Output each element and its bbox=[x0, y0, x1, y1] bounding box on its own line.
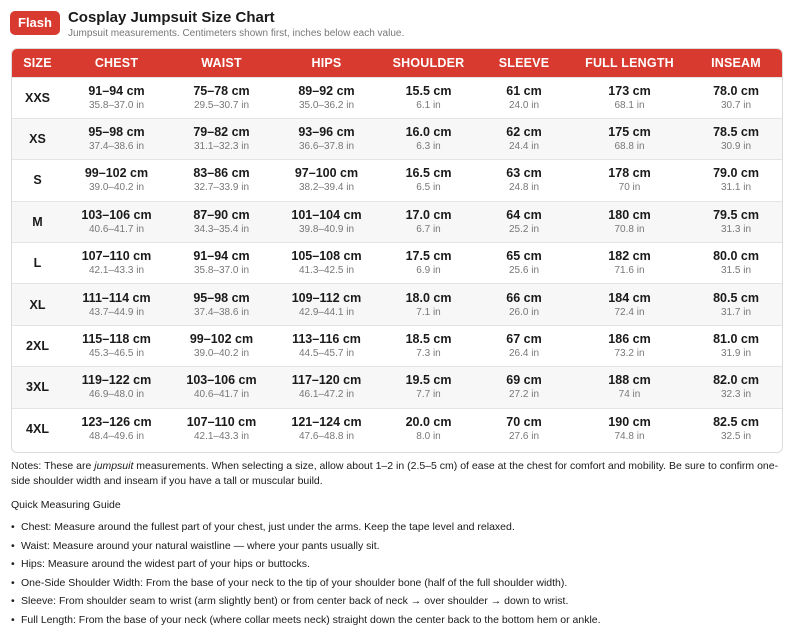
cm-value: 113–116 cm bbox=[292, 332, 361, 347]
measurement-cell bbox=[477, 367, 571, 408]
measurement-cell bbox=[380, 367, 477, 408]
inch-value: 26.0 in bbox=[508, 306, 540, 318]
guide-item-text: Hips: Measure around the widest part of your hips or buttocks. bbox=[21, 558, 310, 571]
measurement-cell bbox=[688, 201, 783, 242]
inch-value: 74 in bbox=[618, 389, 641, 401]
table-header-row bbox=[12, 49, 783, 77]
measurement-cell bbox=[63, 160, 170, 201]
measurement-cell bbox=[380, 284, 477, 325]
cm-value: 103–106 cm bbox=[186, 373, 257, 388]
cm-value: 15.5 cm bbox=[405, 83, 452, 98]
cm-value: 66 cm bbox=[506, 290, 542, 305]
measurement-cell bbox=[170, 160, 273, 201]
table-row bbox=[12, 243, 783, 284]
cm-value: 87–90 cm bbox=[193, 207, 250, 222]
notes-prefix: Notes: These are bbox=[11, 460, 95, 472]
measurement-cell bbox=[63, 118, 170, 159]
inch-value: 40.6–41.7 in bbox=[193, 389, 250, 401]
inch-value: 24.8 in bbox=[508, 182, 540, 194]
measurement-cell bbox=[63, 77, 170, 118]
column-header: CHEST bbox=[63, 49, 170, 77]
measurement-cell bbox=[477, 325, 571, 366]
title-block bbox=[68, 9, 404, 40]
cm-value: 103–106 cm bbox=[81, 207, 152, 222]
cm-value: 190 cm bbox=[608, 415, 651, 430]
size-label: XS bbox=[29, 132, 46, 147]
measurement-cell bbox=[63, 408, 170, 449]
inch-value: 31.3 in bbox=[720, 223, 752, 235]
inch-value: 7.1 in bbox=[416, 306, 441, 318]
inch-value: 31.5 in bbox=[720, 265, 752, 277]
cm-value: 117–120 cm bbox=[291, 373, 362, 388]
inch-value: 68.8 in bbox=[614, 141, 645, 153]
inch-value: 45.3–46.5 in bbox=[88, 348, 145, 360]
cm-value: 19.5 cm bbox=[405, 373, 452, 388]
guide-item bbox=[11, 518, 783, 537]
measurement-cell bbox=[380, 201, 477, 242]
inch-value: 31.9 in bbox=[720, 348, 752, 360]
cm-value: 75–78 cm bbox=[193, 83, 250, 98]
table-row bbox=[12, 77, 783, 118]
bullet-icon: • bbox=[11, 539, 15, 552]
table-row bbox=[12, 408, 783, 449]
measurement-cell bbox=[688, 408, 783, 449]
cm-value: 89–92 cm bbox=[298, 83, 355, 98]
measurement-cell bbox=[380, 325, 477, 366]
cm-value: 65 cm bbox=[506, 249, 542, 264]
measurement-cell bbox=[273, 325, 380, 366]
cm-value: 20.0 cm bbox=[405, 415, 452, 430]
cm-value: 67 cm bbox=[506, 332, 542, 347]
inch-value: 26.4 in bbox=[508, 348, 540, 360]
cm-value: 62 cm bbox=[506, 125, 542, 140]
inch-value: 6.5 in bbox=[416, 182, 441, 194]
inch-value: 34.3–35.4 in bbox=[193, 223, 250, 235]
column-header: SLEEVE bbox=[477, 49, 571, 77]
measurement-cell bbox=[63, 201, 170, 242]
cm-value: 80.0 cm bbox=[713, 249, 759, 264]
inch-value: 39.8–40.9 in bbox=[298, 223, 355, 235]
column-header: HIPS bbox=[273, 49, 380, 77]
measurement-cell bbox=[688, 325, 783, 366]
measurement-cell bbox=[170, 201, 273, 242]
measurement-cell bbox=[273, 77, 380, 118]
measurement-cell bbox=[477, 201, 571, 242]
table-row bbox=[12, 118, 783, 159]
inch-value: 27.2 in bbox=[508, 389, 540, 401]
inch-value: 68.1 in bbox=[614, 99, 645, 111]
inch-value: 32.3 in bbox=[720, 389, 752, 401]
cm-value: 107–110 cm bbox=[81, 249, 152, 264]
size-label: XXS bbox=[24, 90, 50, 105]
size-chart-table-container bbox=[11, 48, 783, 453]
cm-value: 99–102 cm bbox=[84, 166, 149, 181]
cm-value: 18.0 cm bbox=[405, 290, 452, 305]
table-row bbox=[12, 325, 783, 366]
cm-value: 109–112 cm bbox=[291, 290, 362, 305]
inch-value: 6.9 in bbox=[416, 265, 441, 277]
column-header: SIZE bbox=[12, 49, 63, 77]
measurement-cell bbox=[477, 77, 571, 118]
inch-value: 35.8–37.0 in bbox=[88, 99, 145, 111]
measurement-cell bbox=[571, 284, 688, 325]
guide-item bbox=[11, 555, 783, 574]
inch-value: 46.9–48.0 in bbox=[88, 389, 145, 401]
cm-value: 63 cm bbox=[506, 166, 542, 181]
cm-value: 111–114 cm bbox=[82, 290, 151, 305]
measurement-cell bbox=[273, 118, 380, 159]
cm-value: 97–100 cm bbox=[294, 166, 359, 181]
size-label: L bbox=[33, 256, 42, 271]
size-label: M bbox=[32, 214, 43, 229]
inch-value: 44.5–45.7 in bbox=[298, 348, 355, 360]
cm-value: 93–96 cm bbox=[298, 125, 355, 140]
inch-value: 35.0–36.2 in bbox=[298, 99, 355, 111]
measurement-cell bbox=[571, 160, 688, 201]
size-label: 4XL bbox=[26, 422, 49, 437]
measurement-cell bbox=[170, 284, 273, 325]
measurement-cell bbox=[273, 367, 380, 408]
size-label: S bbox=[33, 173, 42, 188]
guide-item-text: Chest: Measure around the fullest part of your chest, just under the arms. Keep the tape level and relaxed. bbox=[21, 521, 515, 533]
inch-value: 37.4–38.6 in bbox=[193, 306, 250, 318]
cm-value: 69 cm bbox=[506, 373, 542, 388]
measurement-cell bbox=[380, 118, 477, 159]
measurement-cell bbox=[170, 243, 273, 284]
guide-item bbox=[11, 592, 783, 611]
measurement-cell bbox=[688, 118, 783, 159]
inch-value: 47.6–48.8 in bbox=[298, 431, 355, 443]
cm-value: 16.5 cm bbox=[405, 166, 452, 181]
cm-value: 184 cm bbox=[608, 290, 651, 305]
cm-value: 17.0 cm bbox=[405, 207, 452, 222]
cm-value: 79–82 cm bbox=[193, 125, 250, 140]
measurement-cell bbox=[571, 243, 688, 284]
cm-value: 80.5 cm bbox=[713, 290, 759, 305]
measurement-cell bbox=[477, 284, 571, 325]
measurement-cell bbox=[170, 325, 273, 366]
inch-value: 30.7 in bbox=[720, 99, 752, 111]
cm-value: 81.0 cm bbox=[713, 332, 759, 347]
inch-value: 30.9 in bbox=[720, 141, 752, 153]
inch-value: 70.8 in bbox=[614, 223, 645, 235]
measurement-cell bbox=[170, 408, 273, 449]
cm-value: 182 cm bbox=[608, 249, 651, 264]
measurement-cell bbox=[380, 243, 477, 284]
inch-value: 8.0 in bbox=[416, 431, 441, 443]
inch-value: 29.5–30.7 in bbox=[193, 99, 250, 111]
notes-suffix: measurements. When selecting a size, allow about 1–2 in (2.5–5 cm) of ease at the chest for comfort and mobility. Be sure to confirm one-side shoulder width and inseam if you have a tall or muscular build. bbox=[11, 460, 779, 487]
cm-value: 17.5 cm bbox=[405, 249, 452, 264]
measurement-cell bbox=[688, 284, 783, 325]
guide-item bbox=[11, 611, 783, 630]
guide-item-text: Sleeve: From shoulder seam to wrist (arm slightly bent) or from center back of neck → over shoulder → down to wrist. bbox=[21, 595, 569, 608]
cm-value: 16.0 cm bbox=[405, 125, 452, 140]
cm-value: 119–122 cm bbox=[81, 373, 152, 388]
inch-value: 7.3 in bbox=[416, 348, 441, 360]
cm-value: 173 cm bbox=[608, 83, 651, 98]
measurement-cell bbox=[477, 408, 571, 449]
inch-value: 6.7 in bbox=[416, 223, 441, 235]
measurement-cell bbox=[688, 160, 783, 201]
cm-value: 61 cm bbox=[506, 83, 542, 98]
guide-item bbox=[11, 537, 783, 556]
measurement-cell bbox=[571, 201, 688, 242]
measurement-cell bbox=[273, 160, 380, 201]
table-row bbox=[12, 160, 783, 201]
size-chart-table bbox=[12, 49, 783, 450]
cm-value: 188 cm bbox=[608, 373, 651, 388]
inch-value: 42.9–44.1 in bbox=[298, 306, 355, 318]
inch-value: 70 in bbox=[618, 182, 641, 194]
table-body bbox=[12, 77, 783, 450]
bullet-icon: • bbox=[11, 521, 15, 533]
notes-emphasis: jumpsuit bbox=[94, 460, 134, 472]
measurement-cell bbox=[688, 367, 783, 408]
bullet-icon: • bbox=[11, 576, 15, 589]
inch-value: 38.2–39.4 in bbox=[298, 182, 355, 194]
inch-value: 25.6 in bbox=[508, 265, 540, 277]
measurement-cell bbox=[273, 284, 380, 325]
inch-value: 37.4–38.6 in bbox=[88, 141, 145, 153]
bullet-icon: • bbox=[11, 613, 15, 626]
cm-value: 78.5 cm bbox=[713, 125, 759, 140]
measurement-cell bbox=[571, 408, 688, 449]
guide-item bbox=[11, 574, 783, 593]
inch-value: 72.4 in bbox=[614, 306, 645, 318]
cm-value: 91–94 cm bbox=[88, 83, 145, 98]
cm-value: 70 cm bbox=[506, 415, 542, 430]
measurement-cell bbox=[273, 201, 380, 242]
measurement-cell bbox=[571, 118, 688, 159]
inch-value: 71.6 in bbox=[614, 265, 645, 277]
inch-value: 32.7–33.9 in bbox=[193, 182, 250, 194]
measurement-cell bbox=[571, 325, 688, 366]
inch-value: 46.1–47.2 in bbox=[298, 389, 355, 401]
measurement-cell bbox=[571, 77, 688, 118]
page-subtitle: Jumpsuit measurements. Centimeters shown first, inches below each value. bbox=[67, 28, 405, 39]
column-header: INSEAM bbox=[688, 49, 783, 77]
inch-value: 35.8–37.0 in bbox=[193, 265, 250, 277]
cm-value: 83–86 cm bbox=[193, 166, 250, 181]
page-header bbox=[10, 9, 404, 39]
inch-value: 41.3–42.5 in bbox=[298, 265, 355, 277]
cm-value: 121–124 cm bbox=[291, 415, 362, 430]
table-row bbox=[12, 367, 783, 408]
bullet-icon: • bbox=[11, 595, 15, 608]
measurement-cell bbox=[477, 160, 571, 201]
size-label: 2XL bbox=[26, 339, 49, 354]
measurement-cell bbox=[380, 77, 477, 118]
inch-value: 24.0 in bbox=[508, 99, 540, 111]
inch-value: 31.1–32.3 in bbox=[193, 141, 250, 153]
inch-value: 27.6 in bbox=[508, 431, 540, 443]
inch-value: 7.7 in bbox=[416, 389, 441, 401]
inch-value: 6.1 in bbox=[416, 99, 441, 111]
cm-value: 82.5 cm bbox=[713, 415, 759, 430]
guide-heading: Quick Measuring Guide bbox=[11, 499, 121, 511]
measurement-cell bbox=[63, 367, 170, 408]
column-header: SHOULDER bbox=[380, 49, 477, 77]
inch-value: 39.0–40.2 in bbox=[88, 182, 145, 194]
table-row bbox=[12, 284, 783, 325]
measurement-cell bbox=[688, 77, 783, 118]
measurement-cell bbox=[170, 118, 273, 159]
measurement-cell bbox=[170, 77, 273, 118]
cm-value: 99–102 cm bbox=[189, 332, 254, 347]
guide-item-text: Waist: Measure around your natural waistline — where your pants usually sit. bbox=[21, 539, 380, 552]
column-header: WAIST bbox=[170, 49, 273, 77]
measurement-cell bbox=[688, 243, 783, 284]
measurement-cell bbox=[380, 408, 477, 449]
inch-value: 24.4 in bbox=[508, 141, 540, 153]
size-label: 3XL bbox=[26, 380, 49, 395]
inch-value: 6.3 in bbox=[416, 141, 441, 153]
inch-value: 32.5 in bbox=[720, 431, 752, 443]
inch-value: 73.2 in bbox=[614, 348, 645, 360]
brand-badge: Flash bbox=[10, 11, 60, 35]
cm-value: 115–118 cm bbox=[82, 332, 151, 347]
inch-value: 25.2 in bbox=[508, 223, 540, 235]
cm-value: 95–98 cm bbox=[193, 290, 250, 305]
measurement-cell bbox=[63, 243, 170, 284]
inch-value: 31.1 in bbox=[720, 182, 752, 194]
measurement-cell bbox=[273, 408, 380, 449]
cm-value: 79.5 cm bbox=[713, 207, 759, 222]
measurement-cell bbox=[380, 160, 477, 201]
guide-item-text: Full Length: From the base of your neck (where collar meets neck) straight down the center back to the bottom hem or ankle. bbox=[21, 613, 601, 626]
cm-value: 180 cm bbox=[608, 207, 651, 222]
cm-value: 178 cm bbox=[608, 166, 651, 181]
inch-value: 42.1–43.3 in bbox=[193, 431, 250, 443]
page-title: Cosplay Jumpsuit Size Chart bbox=[67, 9, 275, 26]
inch-value: 31.7 in bbox=[720, 306, 752, 318]
measurement-cell bbox=[63, 325, 170, 366]
inch-value: 48.4–49.6 in bbox=[88, 431, 145, 443]
inch-value: 36.6–37.8 in bbox=[298, 141, 355, 153]
cm-value: 64 cm bbox=[506, 207, 542, 222]
measurement-cell bbox=[170, 367, 273, 408]
column-header: FULL LENGTH bbox=[571, 49, 688, 77]
cm-value: 107–110 cm bbox=[186, 415, 257, 430]
notes-text bbox=[11, 459, 783, 489]
measurement-cell bbox=[571, 367, 688, 408]
cm-value: 123–126 cm bbox=[81, 415, 152, 430]
cm-value: 78.0 cm bbox=[713, 83, 759, 98]
cm-value: 95–98 cm bbox=[88, 125, 145, 140]
table-row bbox=[12, 201, 783, 242]
size-label: XL bbox=[29, 297, 46, 312]
cm-value: 175 cm bbox=[608, 125, 651, 140]
inch-value: 42.1–43.3 in bbox=[88, 265, 145, 277]
inch-value: 39.0–40.2 in bbox=[193, 348, 250, 360]
inch-value: 40.6–41.7 in bbox=[88, 223, 145, 235]
cm-value: 18.5 cm bbox=[405, 332, 452, 347]
measurement-cell bbox=[477, 243, 571, 284]
cm-value: 186 cm bbox=[608, 332, 651, 347]
cm-value: 82.0 cm bbox=[713, 373, 759, 388]
measurement-cell bbox=[477, 118, 571, 159]
measuring-guide-list bbox=[11, 518, 783, 630]
cm-value: 79.0 cm bbox=[713, 166, 759, 181]
cm-value: 105–108 cm bbox=[291, 249, 362, 264]
inch-value: 43.7–44.9 in bbox=[88, 306, 145, 318]
measurement-cell bbox=[63, 284, 170, 325]
inch-value: 74.8 in bbox=[614, 431, 645, 443]
measurement-cell bbox=[273, 243, 380, 284]
bullet-icon: • bbox=[11, 558, 15, 571]
cm-value: 91–94 cm bbox=[193, 249, 250, 264]
cm-value: 101–104 cm bbox=[291, 207, 362, 222]
guide-item-text: One-Side Shoulder Width: From the base of your neck to the tip of your shoulder bone (half of the full shoulder width). bbox=[21, 576, 568, 589]
